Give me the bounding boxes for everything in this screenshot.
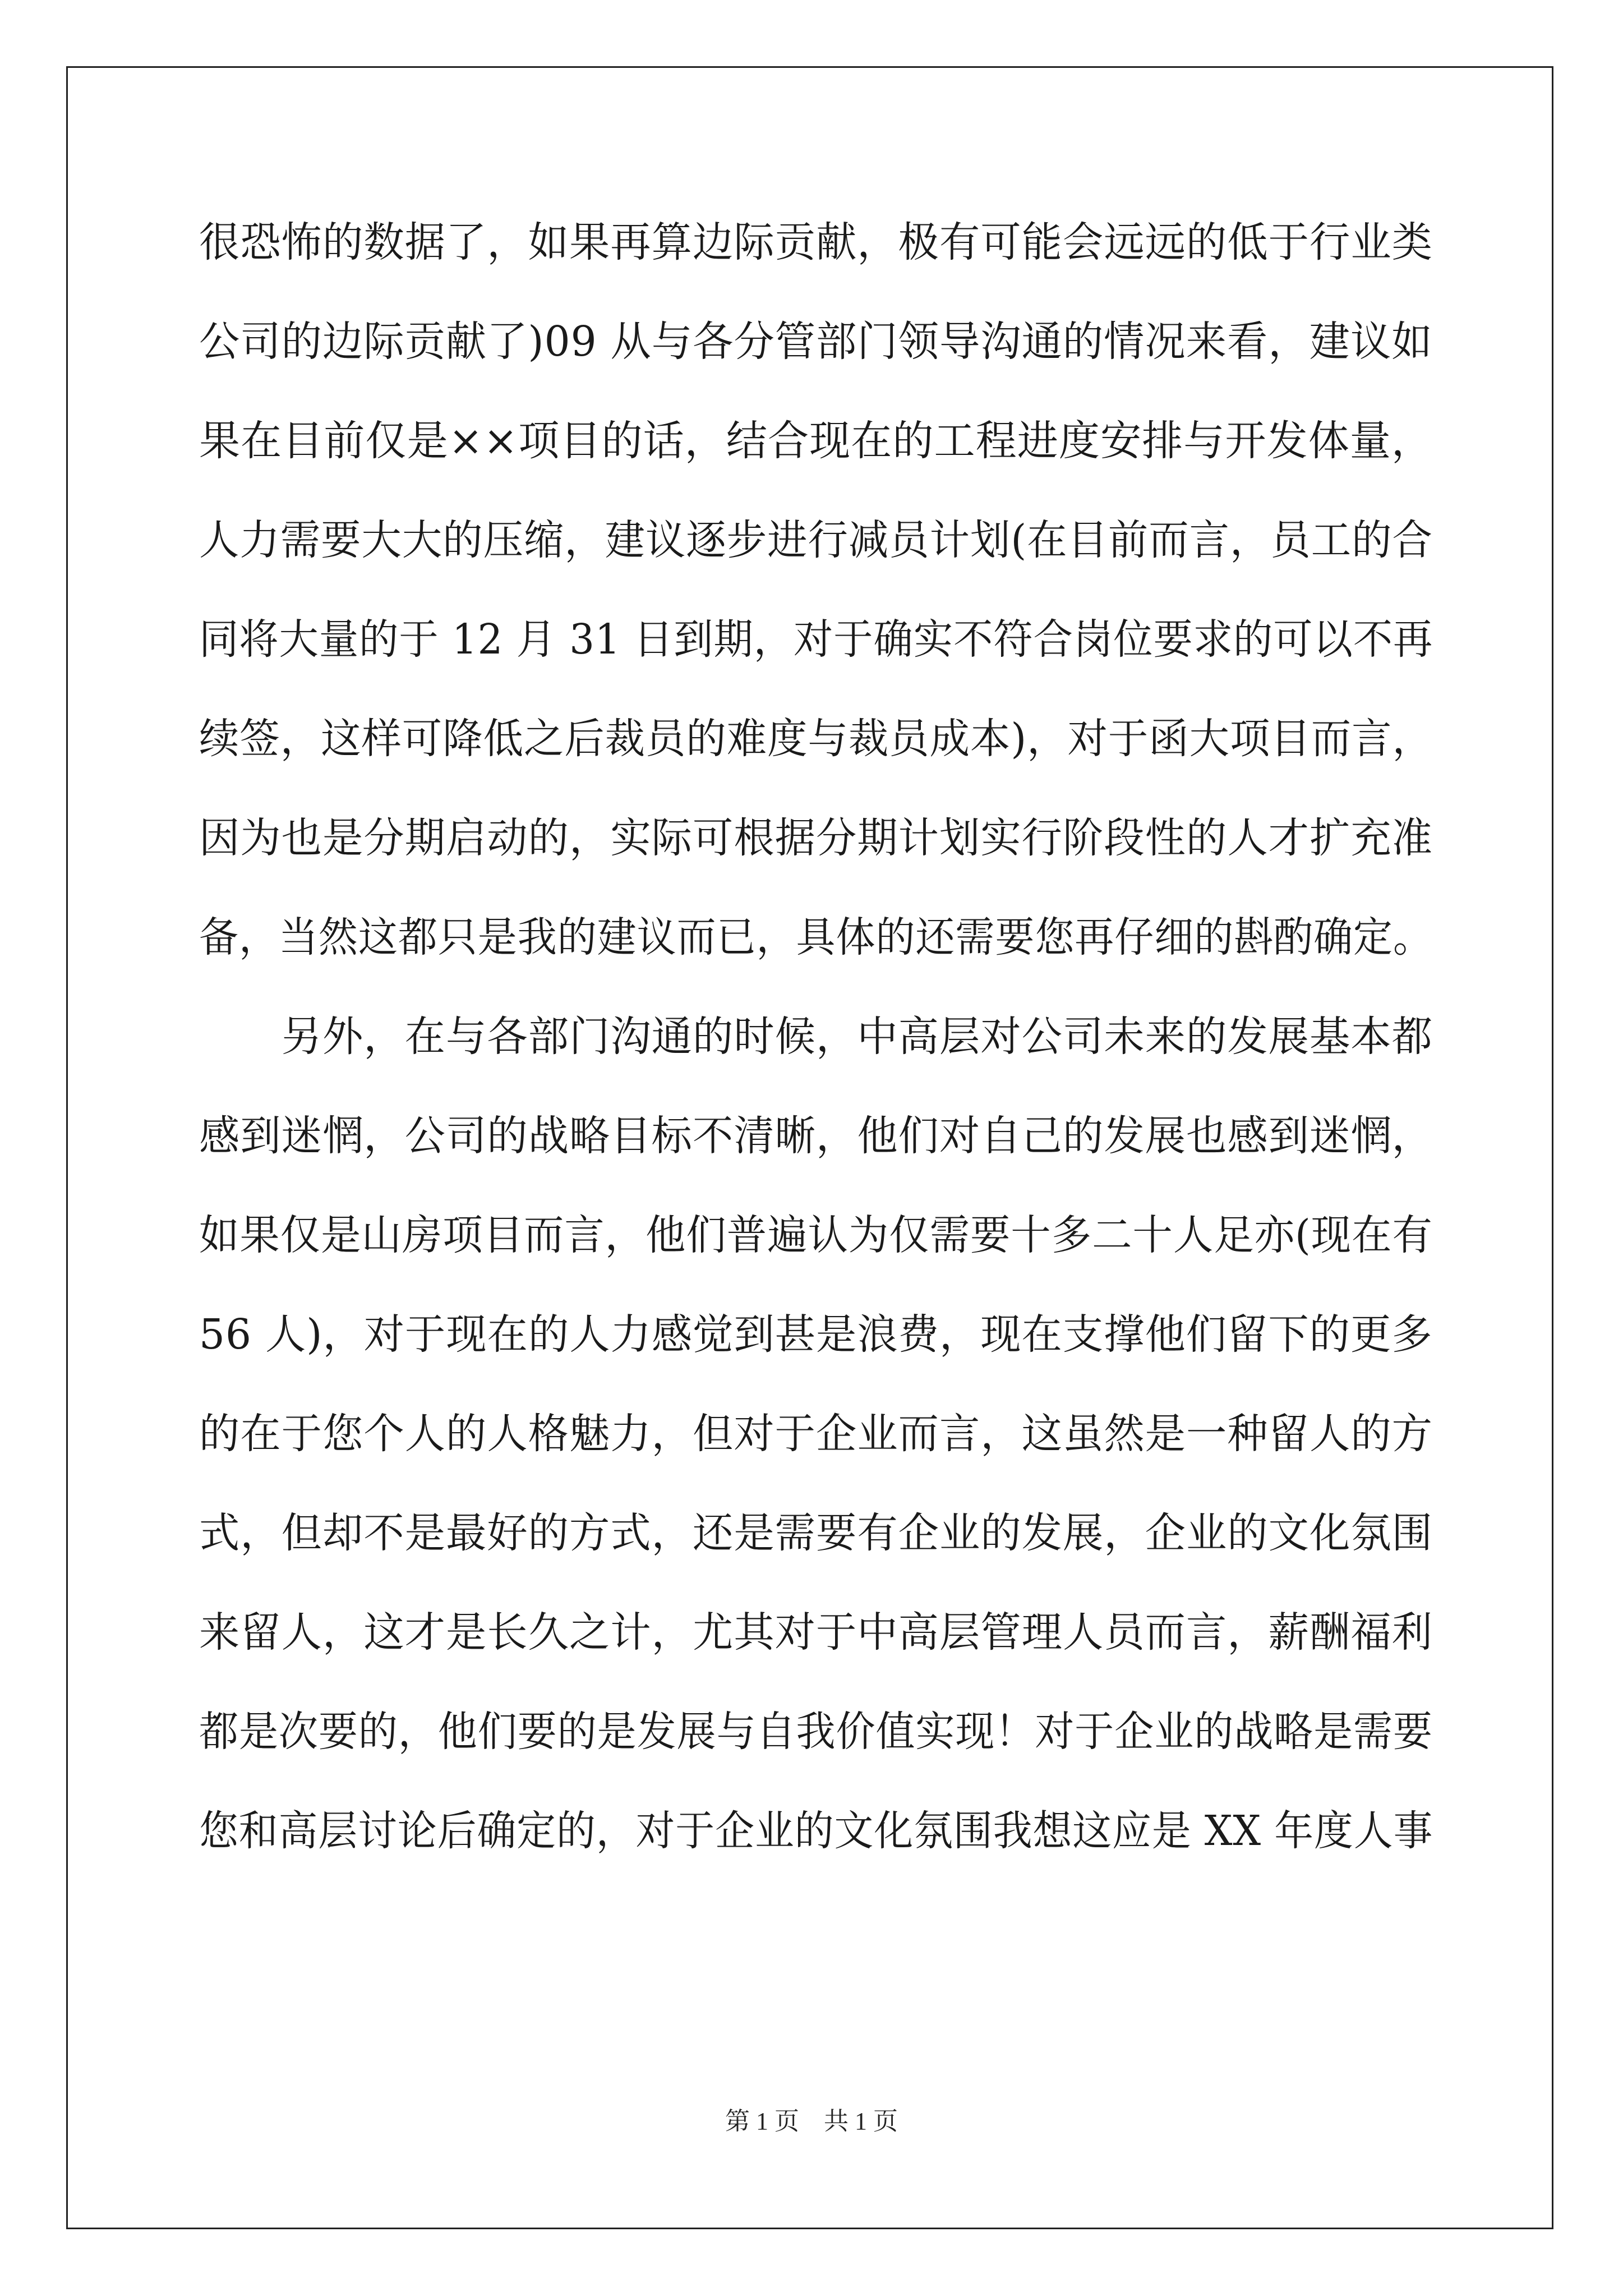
text-line: 56 人)，对于现在的人力感觉到甚是浪费，现在支撑他们留下的更多: [199, 1310, 1433, 1359]
text-line: 都是次要的，他们要的是发展与自我价值实现！对于企业的战略是需要: [199, 1708, 1433, 1756]
text-line: 公司的边际贡献了)09 从与各分管部门领导沟通的情况来看，建议如: [199, 318, 1433, 366]
text-line: 人力需要大大的压缩，建议逐步进行减员计划(在目前而言，员工的合: [199, 516, 1433, 564]
text-line: 的在于您个人的人格魅力，但对于企业而言，这虽然是一种留人的方: [199, 1410, 1433, 1458]
page-number: 第 1 页 共 1 页: [725, 2108, 898, 2135]
text-line: 式，但却不是最好的方式，还是需要有企业的发展，企业的文化氛围: [199, 1509, 1433, 1557]
text-line: 来留人，这才是长久之计，尤其对于中高层管理人员而言，薪酬福利: [199, 1608, 1433, 1657]
text-line: 另外，在与各部门沟通的时候，中高层对公司未来的发展基本都: [199, 1013, 1433, 1061]
text-line: 果在目前仅是××项目的话，结合现在的工程进度安排与开发体量，: [199, 417, 1433, 465]
text-line: 如果仅是山房项目而言，他们普遍认为仅需要十多二十人足亦(现在有: [199, 1211, 1433, 1259]
text-line: 感到迷惘，公司的战略目标不清晰，他们对自己的发展也感到迷惘，: [199, 1112, 1433, 1160]
text-line: 很恐怖的数据了，如果再算边际贡献，极有可能会远远的低于行业类: [199, 218, 1433, 266]
text-line: 备，当然这都只是我的建议而已，具体的还需要您再仔细的斟酌确定。: [199, 913, 1433, 961]
text-line: 同将大量的于 12 月 31 日到期，对于确实不符合岗位要求的可以不再: [199, 615, 1433, 664]
text-line: 续签，这样可降低之后裁员的难度与裁员成本)，对于函大项目而言，: [199, 715, 1433, 763]
text-line: 因为也是分期启动的，实际可根据分期计划实行阶段性的人才扩充准: [199, 814, 1433, 862]
text-line: 您和高层讨论后确定的，对于企业的文化氛围我想这应是 XX 年度人事: [199, 1807, 1433, 1855]
